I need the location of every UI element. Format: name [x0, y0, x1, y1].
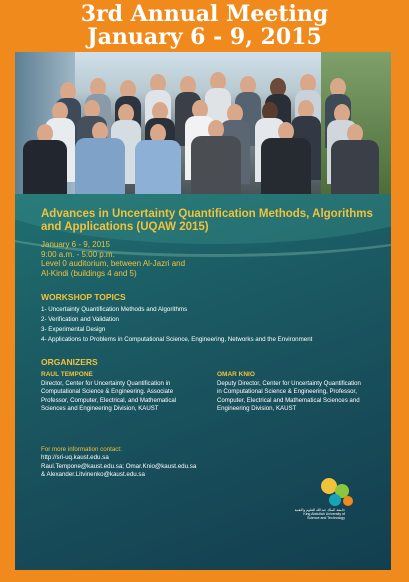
poster-header	[0, 0, 409, 52]
topic-item: 3- Experimental Design	[41, 326, 106, 333]
meeting-title: 3rd Annual Meeting	[80, 1, 329, 27]
group-photo	[15, 52, 391, 194]
topics-heading: WORKSHOP TOPICS	[41, 292, 126, 302]
organizer-name: OMAR KNIO	[217, 371, 255, 378]
organizers-heading: ORGANIZERS	[41, 357, 98, 367]
contact-block	[41, 445, 381, 480]
organizer-description: Director, Center for Uncertainty Quantification in Computational Science & Engineering. Associate Professor, Computer, Electrical, and Mathematical Sciences and Engineering Division, KAUST	[41, 380, 177, 413]
event-venue-line2: Al-Kindi (buildings 4 and 5)	[41, 268, 137, 278]
topic-item: 1- Uncertainty Quantification Methods and Algorithms	[41, 306, 188, 313]
event-details	[41, 240, 381, 278]
organizer-description: Deputy Director, Center for Uncertainty Quantification in Computational Science & Engineering, Professor, Computer, Electrical and Mathematical Sciences and Engineering Division, KAUST	[217, 380, 361, 413]
event-venue-line1: Level 0 auditorium, between Al-Jazri and	[41, 259, 186, 268]
organizer-knio	[217, 371, 362, 414]
contact-website[interactable]: http://sri-uq.kaust.edu.sa	[41, 454, 109, 461]
event-time: 9:00 a.m. - 5:00 p.m.	[41, 249, 115, 259]
info-panel	[15, 194, 391, 570]
topic-item: 2- Verification and Validation	[41, 316, 119, 323]
contact-label: For more information contact:	[41, 446, 122, 453]
topic-item: 4- Applications to Problems in Computational Science, Engineering, Networks and the Environment	[41, 336, 313, 343]
event-dates: January 6 - 9, 2015	[41, 240, 110, 249]
topics-list	[41, 305, 381, 345]
contact-email-alexander[interactable]: & Alexander.Litvinenko@kaust.edu.sa	[41, 471, 145, 479]
meeting-dates: January 6 - 9, 2015	[87, 24, 322, 50]
contact-emails[interactable]: Raul.Tempone@kaust.edu.sa; Omar.Knio@kaust.edu.sa	[41, 462, 197, 470]
logo-text: جامعة الملك عبدالله للعلوم والتقنية King Abdullah University of Science and Technology	[294, 508, 345, 521]
kaust-logo	[291, 478, 361, 528]
organizer-tempone	[41, 371, 186, 414]
event-title: Advances in Uncertainty Quantification Methods, Algorithms and Applications (UQAW 2015)	[41, 208, 373, 233]
organizers	[41, 371, 381, 433]
organizer-name: RAUL TEMPONE	[41, 371, 93, 378]
